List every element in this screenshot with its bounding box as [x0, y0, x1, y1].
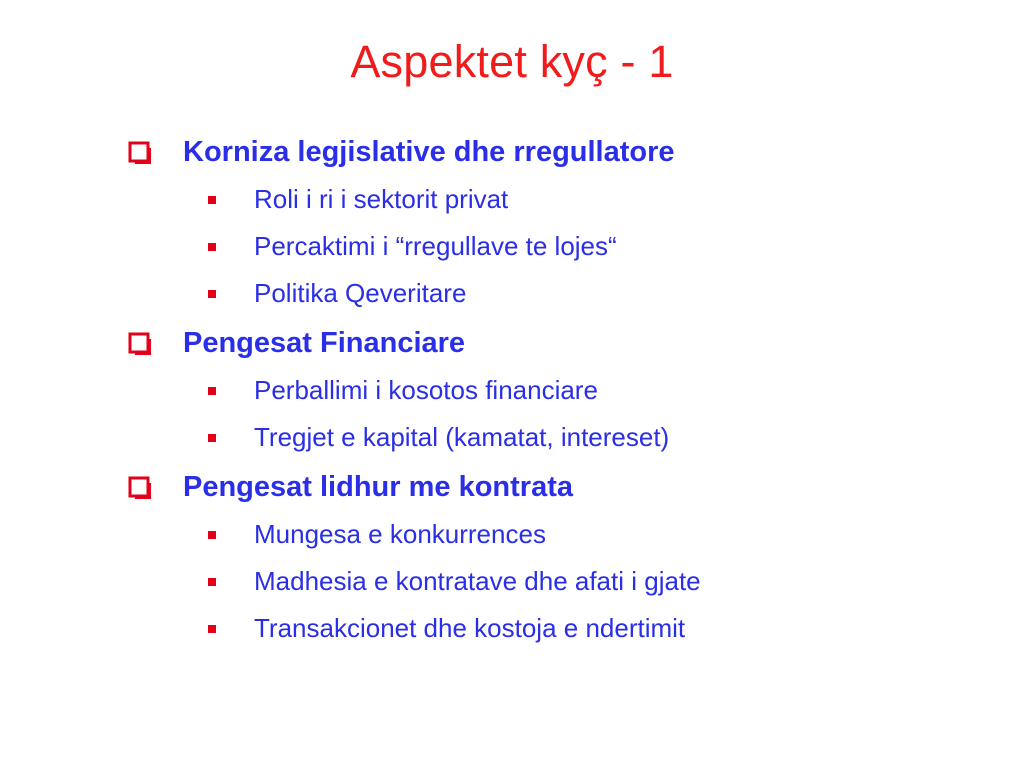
list-item-text: Tregjet e kapital (kamatat, intereset) — [254, 422, 670, 452]
section-heading-row — [120, 463, 980, 511]
section-heading: Pengesat Financiare — [183, 326, 466, 359]
square-bullet-icon — [208, 243, 216, 251]
section-legislative-framework — [120, 128, 980, 317]
checkbox-icon — [126, 474, 152, 500]
section-contract-barriers — [120, 463, 980, 652]
list-item — [120, 414, 980, 461]
list-item — [120, 270, 980, 317]
square-bullet-icon — [208, 290, 216, 298]
list-item-text: Percaktimi i “rregullave te lojes“ — [254, 231, 617, 261]
list-item-text: Transakcionet dhe kostoja e ndertimit — [254, 613, 686, 643]
section-heading: Korniza legjislative dhe rregullatore — [183, 135, 675, 168]
slide-content — [120, 128, 980, 652]
list-item — [120, 367, 980, 414]
list-item — [120, 605, 980, 652]
list-item-text: Perballimi i kosotos financiare — [254, 375, 598, 405]
section-heading-row — [120, 128, 980, 176]
list-item — [120, 558, 980, 605]
square-bullet-icon — [208, 625, 216, 633]
list-item-text: Mungesa e konkurrences — [254, 519, 546, 549]
slide-title: Aspektet kyç - 1 — [350, 36, 674, 87]
list-item — [120, 511, 980, 558]
list-item-text: Politika Qeveritare — [254, 278, 467, 308]
square-bullet-icon — [208, 434, 216, 442]
section-heading: Pengesat lidhur me kontrata — [183, 470, 573, 503]
square-bullet-icon — [208, 531, 216, 539]
checkbox-icon — [126, 139, 152, 165]
section-financial-barriers — [120, 319, 980, 461]
square-bullet-icon — [208, 578, 216, 586]
checkbox-icon — [126, 330, 152, 356]
section-heading-row — [120, 319, 980, 367]
square-bullet-icon — [208, 387, 216, 395]
square-bullet-icon — [208, 196, 216, 204]
list-item — [120, 223, 980, 270]
list-item-text: Madhesia e kontratave dhe afati i gjate — [254, 566, 701, 596]
list-item-text: Roli i ri i sektorit privat — [254, 184, 509, 214]
list-item — [120, 176, 980, 223]
